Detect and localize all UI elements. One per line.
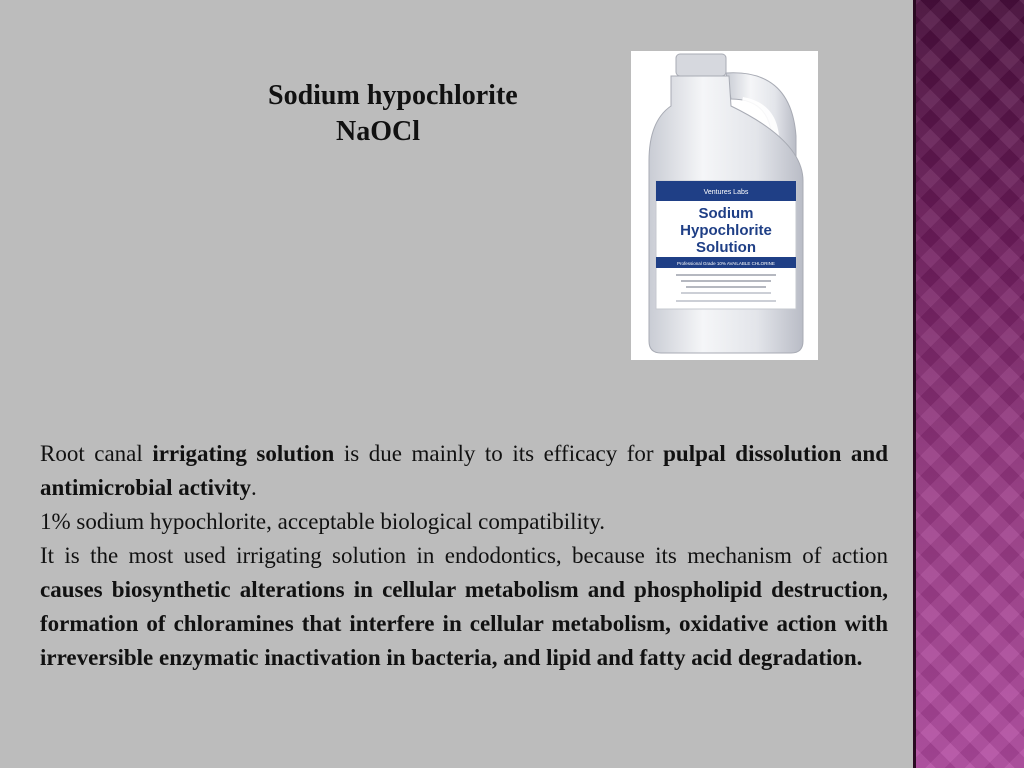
bold-run: irrigating solution xyxy=(152,441,335,466)
slide-body-text xyxy=(40,437,888,675)
paragraph-mechanism xyxy=(40,539,888,675)
bleach-jug-image xyxy=(631,51,818,360)
bold-run: pulpal dissolution and antimicrobial activity xyxy=(40,441,889,500)
product-photo xyxy=(631,51,818,360)
label-line-2: Hypochlorite xyxy=(680,222,772,239)
label-line-3: Solution xyxy=(696,239,756,256)
text-run: . xyxy=(251,475,257,500)
text-run: Root canal xyxy=(40,441,153,466)
paragraph-irrigating xyxy=(40,437,888,505)
title-line-2: NaOCl xyxy=(336,116,420,147)
title-line-1: Sodium hypochlorite xyxy=(268,80,518,111)
text-run: It is the most used irrigating solution in endodontics, because its mechanism of action xyxy=(40,543,888,568)
decorative-side-band xyxy=(916,0,1024,768)
slide-title xyxy=(268,78,598,150)
label-band-text: Professional Grade 10% AVAILABLE CHLORINE xyxy=(677,261,775,266)
bold-run: causes biosynthetic alterations in cellular metabolism and phospholipid destruction, formation of chloramines that interfere in cellular metabolism, oxidative action with irreversible enzymatic inactivation in bacteria, and lipid and fatty acid degradation. xyxy=(40,577,888,670)
text-run: is due mainly to its efficacy for xyxy=(334,441,664,466)
paragraph-concentration: 1% sodium hypochlorite, acceptable biological compatibility. xyxy=(40,509,606,534)
label-line-1: Sodium xyxy=(698,205,754,222)
label-brand: Ventures Labs xyxy=(703,189,749,196)
